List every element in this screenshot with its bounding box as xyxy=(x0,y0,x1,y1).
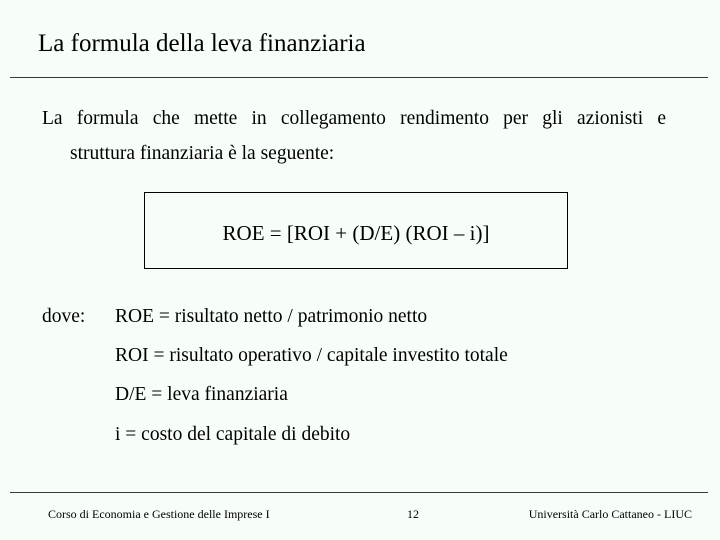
title-divider xyxy=(10,77,708,78)
page-number: 12 xyxy=(407,507,419,521)
slide-title: La formula della leva finanziaria xyxy=(38,30,366,57)
footer-divider xyxy=(10,492,708,493)
intro-text-line-1: La formula che mette in collegamento rendimento per gli azionisti e xyxy=(42,108,666,129)
footer-university: Università Carlo Cattaneo - LIUC xyxy=(528,507,692,521)
definition-roe: ROE = risultato netto / patrimonio netto xyxy=(115,306,428,327)
formula-box xyxy=(144,192,568,269)
definition-roi: ROI = risultato operativo / capitale investito totale xyxy=(115,345,508,366)
footer-course-name: Corso di Economia e Gestione delle Imprese I xyxy=(48,507,270,521)
definition-de: D/E = leva finanziaria xyxy=(115,384,288,405)
definition-i: i = costo del capitale di debito xyxy=(115,424,351,445)
formula-text: ROE = [ROI + (D/E) (ROI – i)] xyxy=(222,221,490,245)
intro-text-line-2: struttura finanziaria è la seguente: xyxy=(70,143,335,164)
definitions-label: dove: xyxy=(42,306,86,327)
